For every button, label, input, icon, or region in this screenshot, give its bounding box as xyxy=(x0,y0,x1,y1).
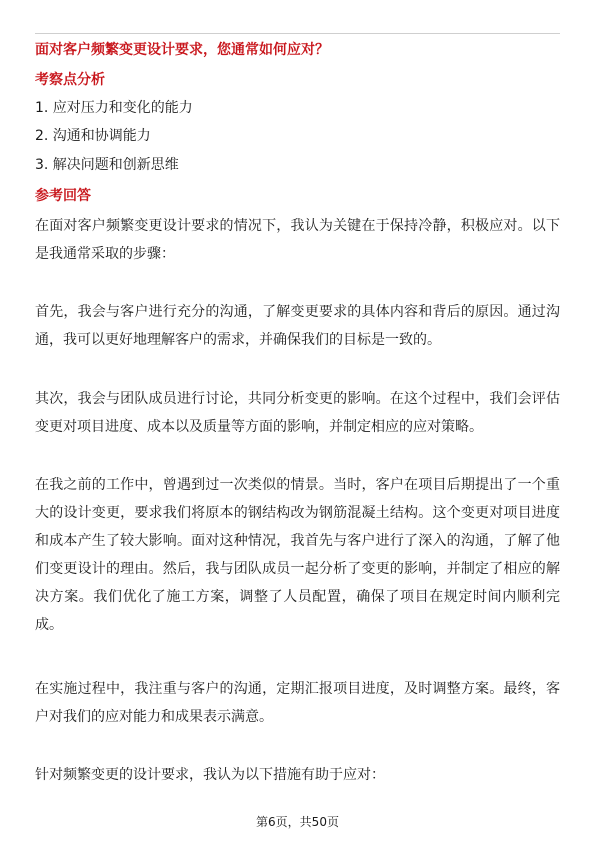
answer-paragraph: 在我之前的工作中，曾遇到过一次类似的情景。当时，客户在项目后期提出了一个重大的设计变更，要求我们将原本的钢结构改为钢筋混凝土结构。这个变更对项目进度和成本产生了较大影响。面对这种情况，我首先与客户进行了深入的沟通，了解了他们变更设计的理由。然后，我与团队成员一起分析了变更的影响，并制定了相应的解决方案。我们优化了施工方案，调整了人员配置，确保了项目在规定时间内顺利完成。 xyxy=(35,477,560,633)
page-number: 第6页，共50页 xyxy=(256,815,339,829)
header-divider xyxy=(35,33,560,34)
answer-heading: 参考回答 xyxy=(35,188,91,204)
answer-paragraph: 首先，我会与客户进行充分的沟通，了解变更要求的具体内容和背后的原因。通过沟通，我可以更好地理解客户的需求，并确保我们的目标是一致的。 xyxy=(35,304,560,348)
answer-paragraph: 在实施过程中，我注重与客户的沟通，定期汇报项目进度，及时调整方案。最终，客户对我们的应对能力和成果表示满意。 xyxy=(35,681,560,725)
analysis-item: 3. 解决问题和创新思维 xyxy=(35,157,179,173)
answer-paragraph: 在面对客户频繁变更设计要求的情况下，我认为关键在于保持冷静，积极应对。以下是我通常采取的步骤： xyxy=(35,218,560,262)
analysis-heading: 考察点分析 xyxy=(35,72,105,88)
answer-paragraph: 针对频繁变更的设计要求，我认为以下措施有助于应对： xyxy=(35,767,385,783)
analysis-item: 1. 应对压力和变化的能力 xyxy=(35,100,193,116)
analysis-item: 2. 沟通和协调能力 xyxy=(35,128,151,144)
document-page xyxy=(35,0,560,842)
answer-paragraph: 其次，我会与团队成员进行讨论，共同分析变更的影响。在这个过程中，我们会评估变更对项目进度、成本以及质量等方面的影响，并制定相应的应对策略。 xyxy=(35,391,560,435)
question-heading: 面对客户频繁变更设计要求，您通常如何应对？ xyxy=(35,42,329,58)
